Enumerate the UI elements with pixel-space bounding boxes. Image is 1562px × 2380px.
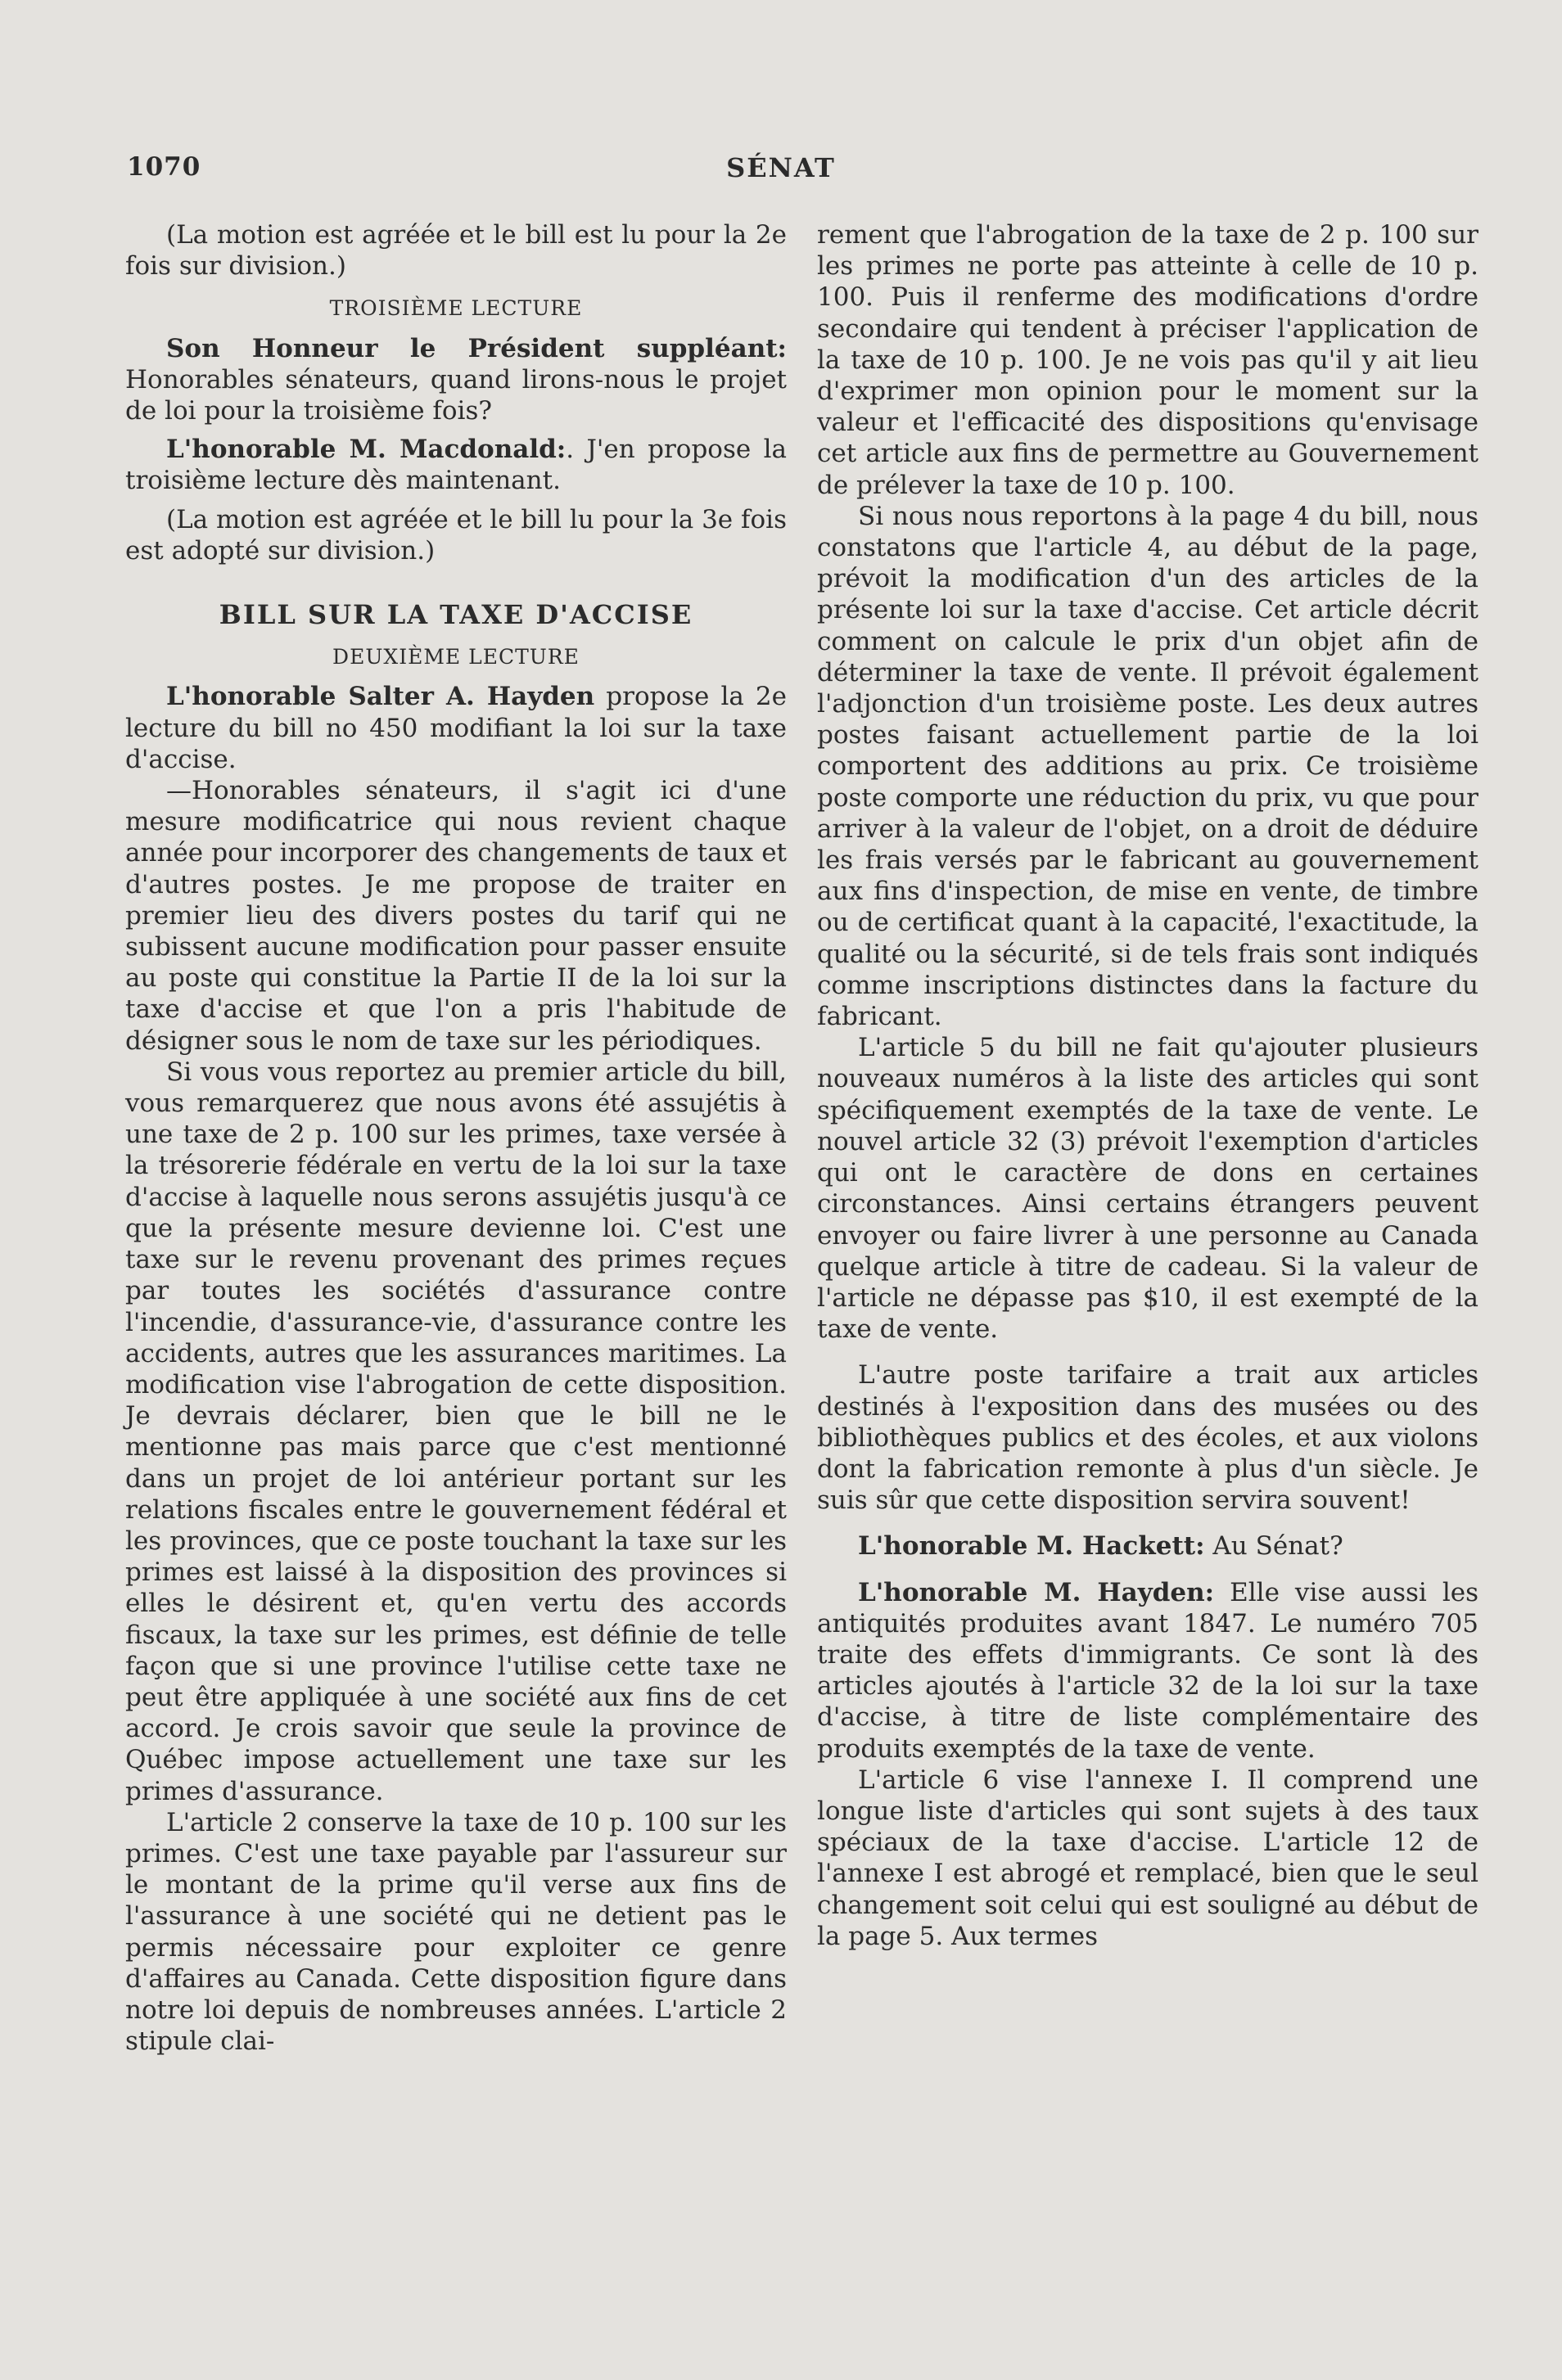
left-column [125, 219, 787, 2057]
heading-third-reading: TROISIÈME LECTURE [329, 296, 583, 321]
paragraph-continued: rement que l'abrogation de la taxe de 2 p. 100 sur les primes ne porte pas atteinte à celle de 10 p. 100. Puis il renferme des modifications d'ordre secondaire qui tendent à préciser l'application de la taxe de 10 p. 100. Je ne vois pas qu'il y ait lieu d'exprimer mon opinion pour le moment sur la valeur et l'efficacité des dispositions qu'envisage cet article aux fins de permettre au Gouvernement de prélever la taxe de 10 p. 100. [817, 220, 1478, 500]
paragraph: L'article 6 vise l'annexe I. Il comprend une longue liste d'articles qui sont sujets à des taux spéciaux de la taxe d'accise. L'article 12 de l'annexe I est abrogé et remplacé, bien que le seul changement soit celui qui est souligné au début de la page 5. Aux termes [817, 1765, 1478, 1951]
speech-text: Au Sénat? [1212, 1531, 1343, 1562]
heading-second-reading: DEUXIÈME LECTURE [332, 645, 580, 669]
speech-text: Honorables sénateurs, quand lirons-nous le projet de loi pour la troisième fois? [125, 364, 787, 426]
speaker-name: Son Honneur le Président suppléant: [166, 333, 787, 363]
speech-text: . J'en propose la troisième lecture dès maintenant. [125, 435, 787, 496]
motion-second-reading: (La motion est agréée et le bill est lu pour la 2e fois sur division.) [125, 220, 787, 282]
page-header [0, 152, 1562, 193]
speaker-name: L'honorable M. Macdonald: [166, 435, 567, 465]
speaker-name: L'honorable M. Hayden: [858, 1577, 1215, 1607]
paragraph-hayden [817, 1577, 1478, 1765]
paragraph-president [125, 333, 787, 427]
running-title: SÉNAT [726, 152, 836, 183]
paragraph-hayden-intro [125, 681, 787, 775]
right-column [817, 219, 1478, 1952]
paragraph: L'article 5 du bill ne fait qu'ajouter plusieurs nouveaux numéros à la liste des articles qui sont spécifiquement exemptés de la taxe de vente. Le nouvel article 32 (3) prévoit l'exemption d'articles qui ont le caractère de dons en certaines circonstances. Ainsi certains étrangers peuvent envoyer ou faire livrer à une personne au Canada quelque article à titre de cadeau. Si la valeur de l'article ne dépasse pas $10, il est exempté de la taxe de vente. [817, 1033, 1478, 1345]
paragraph: Si vous vous reportez au premier article du bill, vous remarquerez que nous avons été assujétis à une taxe de 2 p. 100 sur les primes, taxe versée à la trésorerie fédérale en vertu de la loi sur la taxe d'accise à laquelle nous serons assujétis jusqu'à ce que la présente mesure devienne loi. C'est une taxe sur le revenu provenant des primes reçues par toutes les sociétés d'assurance contre l'incendie, d'assurance-vie, d'assurance contre les accidents, autres que les assurances maritimes. La modification vise l'abrogation de cette disposition. Je devrais déclarer, bien que le bill ne le mentionne pas mais parce que c'est mentionné dans un projet de loi antérieur portant sur les relations fiscales entre le gouvernement fédéral et les provinces, que ce poste touchant la taxe sur les primes est laissé à la disposition des provinces si elles le désirent et, qu'en vertu des accords fiscaux, la taxe sur les primes, est définie de telle façon que si une province l'utilise cette taxe ne peut être appliquée à une société aux fins de cet accord. Je crois savoir que seule la province de Québec impose actuellement une taxe sur les primes d'assurance. [125, 1057, 787, 1806]
paragraph: L'autre poste tarifaire a trait aux articles destinés à l'exposition dans des musées ou des bibliothèques publics et des écoles, et aux violons dont la fabrication remonte à plus d'un siècle. Je suis sûr que cette disposition servira souvent! [817, 1360, 1478, 1516]
speaker-name: L'honorable Salter A. Hayden [166, 682, 595, 712]
paragraph: —Honorables sénateurs, il s'agit ici d'une mesure modificatrice qui nous revient chaque année pour incorporer des changements de taux et d'autres postes. Je me propose de traiter en premier lieu des divers postes du tarif qui ne subissent aucune modification pour passer ensuite au poste qui constitue la Partie II de la loi sur la taxe d'accise et que l'on a pris l'habitude de désigner sous le nom de taxe sur les périodiques. [125, 776, 787, 1056]
paragraph-macdonald [125, 434, 787, 496]
speech-text: propose la 2e lecture du bill no 450 modifiant la loi sur la taxe d'accise. [125, 682, 788, 774]
bill-title: BILL SUR LA TAXE D'ACCISE [219, 599, 693, 631]
paragraph: Si nous nous reportons à la page 4 du bill, nous constatons que l'article 4, au début de la page, prévoit la modification d'un des articles de la présente loi sur la taxe d'accise. Cet article décrit comment on calcule le prix d'un objet afin de déterminer la taxe de vente. Il prévoit également l'adjonction d'un troisième poste. Les deux autres postes faisant actuellement partie de la loi comportent des additions au prix. Ce troisième poste comporte une réduction du prix, vu que pour arriver à la valeur de l'objet, on a droit de déduire les frais versés par le fabricant au gouvernement aux fins d'inspection, de mise en vente, de timbre ou de certificat quant à la capacité, l'exactitude, la qualité ou la sécurité, si de tels frais sont indiqués comme inscriptions distinctes dans la facture du fabricant. [817, 501, 1478, 1032]
speech-text: Elle vise aussi les antiquités produites avant 1847. Le numéro 705 traite des effets d'immigrants. Ce sont là des articles ajoutés à l'article 32 de la loi sur la taxe d'accise, à titre de liste complémentaire des produits exemptés de la taxe de vente. [817, 1577, 1478, 1764]
motion-third-reading: (La motion est agréée et le bill lu pour la 3e fois est adopté sur division.) [125, 504, 787, 566]
page-number: 1070 [127, 152, 201, 182]
speaker-name: L'honorable M. Hackett: [858, 1531, 1205, 1562]
paragraph-hackett [817, 1530, 1478, 1562]
paragraph: L'article 2 conserve la taxe de 10 p. 100 sur les primes. C'est une taxe payable par l'assureur sur le montant de la prime qu'il verse aux fins de l'assurance à une société qui ne detient pas le permis nécessaire pour exploiter ce genre d'affaires au Canada. Cette disposition figure dans notre loi depuis de nombreuses années. L'article 2 stipule clai- [125, 1807, 787, 2057]
